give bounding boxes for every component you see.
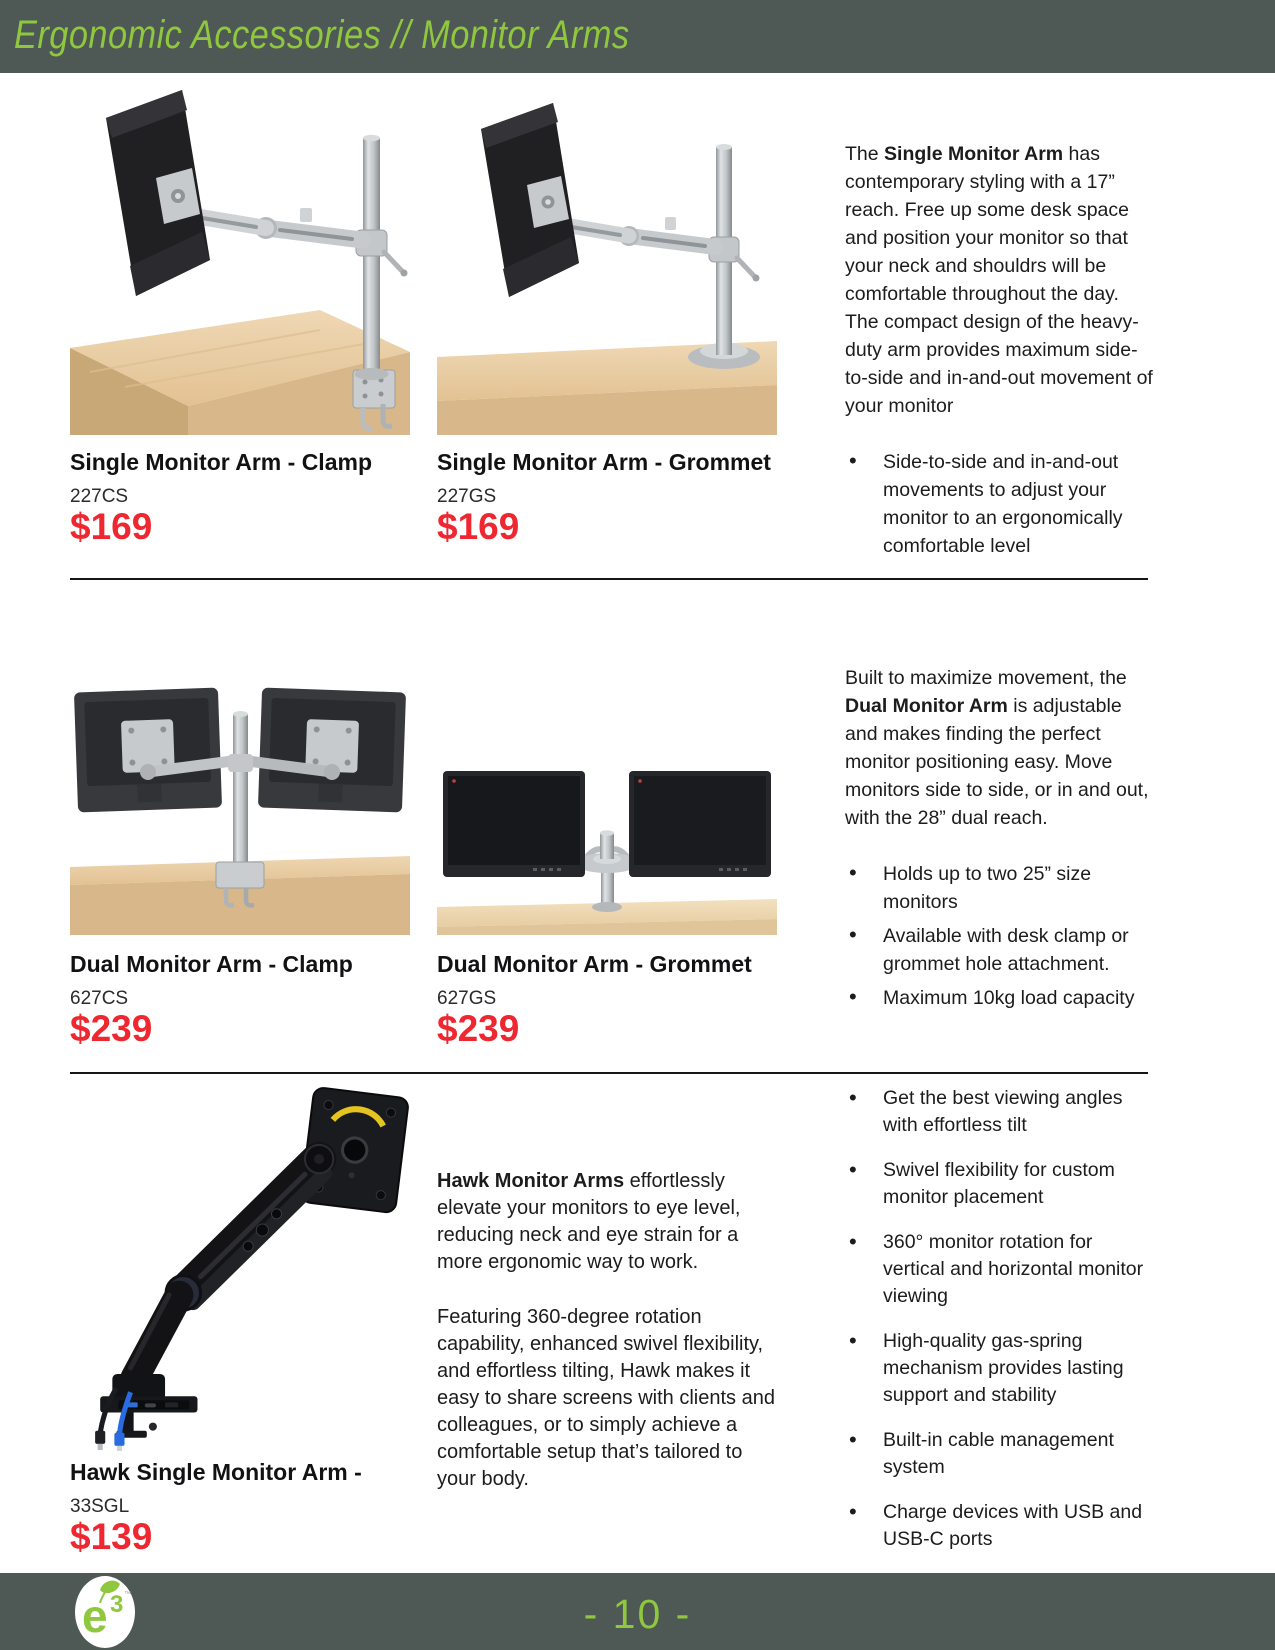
bullet-item: • Charge devices with USB and USB-C ports	[845, 1499, 1147, 1553]
e3-logo-graphic	[75, 1576, 135, 1648]
bullet-item: • High-quality gas-spring mechanism provides lasting support and stability	[845, 1328, 1147, 1409]
section-divider	[70, 578, 1148, 580]
single-arm-clamp-illustration	[70, 80, 410, 435]
description-text: The	[845, 143, 885, 165]
logo-digit-3: 3	[110, 1591, 124, 1618]
dual-arm-grommet-illustration	[437, 755, 777, 935]
product-card-227gs	[437, 448, 787, 546]
product-name: Dual Monitor Arm - Grommet	[437, 951, 752, 977]
description-bold: Single Monitor Arm	[884, 143, 1064, 165]
dual-arm-grommet-photo	[437, 755, 777, 935]
bullet-item: • 360° monitor rotation for vertical and horizontal monitor viewing	[845, 1229, 1147, 1310]
bullet-item: • Available with desk clamp or grommet hole attachment.	[845, 922, 1153, 978]
description-text: Built to maximize movement, the	[845, 667, 1127, 689]
product-name: Single Monitor Arm - Clamp	[70, 449, 372, 475]
hawk-arm-illustration	[62, 1078, 410, 1453]
description-text: has contemporary styling with a 17” reach. Free up some desk space and position your monitor so that your neck and shouldrs will be comfortable throughout the day. The compact design of the heavy-duty arm provides maximum side-to-side and in-and-out movement of your monitor	[845, 143, 1153, 417]
dual-arm-description-column	[845, 664, 1153, 1018]
product-sku: 33SGL	[70, 1496, 130, 1517]
product-name: Single Monitor Arm - Grommet	[437, 449, 771, 475]
page-number: - 10 -	[583, 1591, 692, 1637]
description-bold: Dual Monitor Arm	[845, 695, 1008, 717]
single-arm-clamp-photo	[70, 80, 410, 435]
description-text: effortlessly elevate your monitors to eye level, reducing neck and eye strain for a more ergonomic way to work.	[437, 1170, 741, 1273]
hawk-description-1	[437, 1168, 779, 1276]
single-arm-grommet-illustration	[437, 95, 777, 435]
product-card-33sgl	[70, 1458, 430, 1556]
description-bold: Hawk Monitor Arms	[437, 1170, 625, 1192]
dual-arm-bullet-list	[845, 860, 1153, 1012]
bullet-item: • Side-to-side and in-and-out movements to adjust your monitor to an ergonomically comfortable level	[845, 448, 1153, 560]
bullet-item: • Swivel flexibility for custom monitor placement	[845, 1157, 1147, 1211]
e3-logo	[75, 1576, 135, 1648]
single-arm-bullet-list	[845, 448, 1153, 560]
product-name: Dual Monitor Arm - Clamp	[70, 951, 353, 977]
hawk-arm-photo	[62, 1078, 410, 1453]
product-sku: 627GS	[437, 988, 497, 1009]
bullet-item: • Maximum 10kg load capacity	[845, 984, 1153, 1012]
product-price: $169	[70, 506, 153, 547]
product-price: $139	[70, 1516, 153, 1557]
single-arm-grommet-photo	[437, 95, 777, 435]
dual-arm-description	[845, 664, 1153, 832]
single-arm-description-column	[845, 140, 1153, 560]
product-sku: 227GS	[437, 486, 497, 507]
logo-trademark: ™	[124, 1591, 131, 1598]
product-name: Hawk Single Monitor Arm -	[70, 1459, 362, 1485]
product-card-627gs	[437, 950, 787, 1048]
single-arm-description	[845, 140, 1153, 420]
product-card-627cs	[70, 950, 420, 1048]
description-text: is adjustable and makes finding the perfect monitor positioning easy. Move monitors side to side, or in and out, with the 28” dual reach.	[845, 695, 1149, 829]
product-sku: 627CS	[70, 988, 129, 1009]
section-divider	[70, 1072, 1148, 1074]
product-card-227cs	[70, 448, 420, 546]
hawk-description-column	[437, 1168, 779, 1493]
page-header-bar	[0, 0, 1275, 73]
logo-letter-e: e	[82, 1590, 108, 1642]
hawk-description-2: Featuring 360-degree rotation capability, enhanced swivel flexibility, and effortless tilting, Hawk makes it easy to share screens with clients and colleagues, or to simply achieve a comfortable setup that’s tailored to your body.	[437, 1306, 775, 1490]
bullet-item: • Holds up to two 25” size monitors	[845, 860, 1153, 916]
bullet-item: • Built-in cable management system	[845, 1427, 1147, 1481]
product-sku: 227CS	[70, 486, 129, 507]
product-price: $239	[70, 1008, 153, 1049]
product-price: $239	[437, 1008, 520, 1049]
product-price: $169	[437, 506, 520, 547]
bullet-item: • Get the best viewing angles with effortless tilt	[845, 1085, 1147, 1139]
dual-arm-clamp-illustration	[70, 660, 410, 935]
dual-arm-clamp-photo	[70, 660, 410, 935]
page-title: Ergonomic Accessories // Monitor Arms	[14, 13, 630, 57]
hawk-bullet-list	[845, 1085, 1147, 1571]
